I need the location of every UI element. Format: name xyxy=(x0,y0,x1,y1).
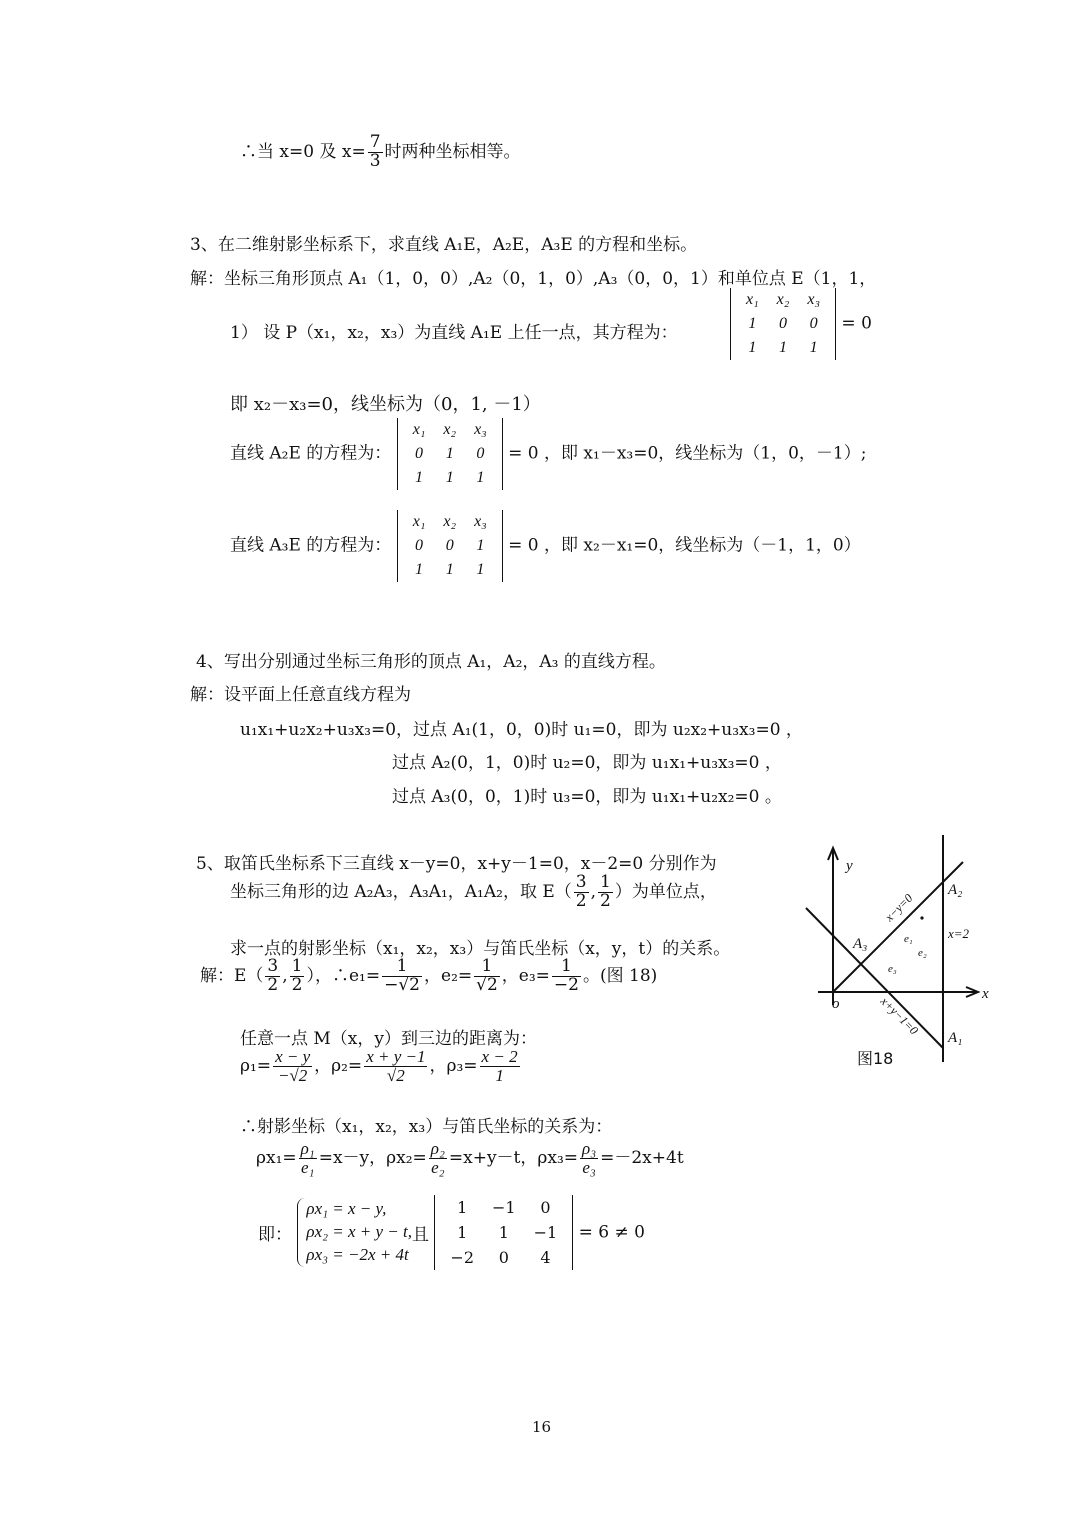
equation-system: ρx₁ = x − y, ρx₂ = x + y − t, ρx₃ = −2x + 4t xyxy=(297,1198,412,1267)
unit-point-e xyxy=(920,916,923,919)
figure-18-diagram xyxy=(798,830,1023,1065)
det-system-result: = 6 ≠ 0 xyxy=(578,1222,645,1243)
a2e-result: = 0 ，即 x₁－x₃=0，线坐标为（1，0，－1）; xyxy=(508,443,867,464)
label-a2: A₂ xyxy=(948,882,963,898)
fraction-e1: $\frac{3}{2}$ xyxy=(267,956,279,995)
label-o: o xyxy=(832,996,840,1012)
fraction-rho2: $\frac{x + y -1}{√2}$ xyxy=(366,1047,426,1085)
ji-label: 即： xyxy=(258,1225,292,1245)
figure-caption: 图18 xyxy=(857,1049,894,1068)
label-e3: e₃ xyxy=(888,963,897,975)
fraction-e2: $\frac{1}{2}$ xyxy=(291,956,303,995)
det-system-matrix: 1 −1 0 1 1 −1 −2 0 4 xyxy=(434,1195,573,1270)
fraction-seven-thirds: $\frac{7}{3}$ xyxy=(369,132,381,171)
label-x: x xyxy=(982,986,989,1002)
label-a1: A₁ xyxy=(948,1030,963,1046)
fraction-r3: $\frac{\text{ρ₃}}{\text{e₃}}$ xyxy=(582,1139,597,1177)
label-y: y xyxy=(846,858,853,874)
fraction-r2: $\frac{\text{ρ₂}}{\text{e₂}}$ xyxy=(430,1139,445,1177)
fraction-rho3: $\frac{x - 2}{1}$ xyxy=(481,1047,518,1085)
page-number: 16 xyxy=(532,1418,552,1436)
label-a3: A₃ xyxy=(853,936,868,952)
q5-relation-title: ∴射影坐标（x₁，x₂，x₃）与笛氏坐标的关系为： xyxy=(240,1117,613,1137)
fraction-e2-value: $\frac{1}{√2}$ xyxy=(476,956,498,995)
conclusion-prefix: ∴当 x=0 及 x= xyxy=(240,141,366,162)
a3e-block xyxy=(230,510,861,582)
q4-solution: 解：设平面上任意直线方程为 xyxy=(190,685,411,705)
label-line-a2a3: x−y=0 xyxy=(882,890,916,925)
q4-title: 4、写出分别通过坐标三角形的顶点 A₁，A₂，A₃ 的直线方程。 xyxy=(196,652,666,672)
q5-distances: ρ₁= $\frac{x - y}{-√2}$ ，ρ₂= $\frac{x + y -1}{√2}$ ，ρ₃= $\frac{x - 2}{1}$ xyxy=(240,1047,518,1085)
label-e1: e₁ xyxy=(904,933,913,945)
q5-line2: 坐标三角形的边 A₂A₃，A₃A₁，A₁A₂，取 E（ $\frac{3}{2}$ , $\frac{1}{2}$ ）为单位点， xyxy=(230,872,717,911)
label-e2: e₂ xyxy=(918,947,927,959)
q5-line3: 求一点的射影坐标（x₁，x₂，x₃）与笛氏坐标（x，y，t）的关系。 xyxy=(230,939,731,959)
a2e-block xyxy=(230,418,866,490)
q5-distance-title: 任意一点 M（x，y）到三边的距离为： xyxy=(240,1029,538,1049)
det-a2e-matrix: x₁ x₂ x₃ 0 1 0 1 1 1 xyxy=(397,418,503,490)
fraction-rho1: $\frac{x - y}{-√2}$ xyxy=(275,1047,311,1085)
conclusion-line xyxy=(240,134,521,171)
q5-relations: ρx₁= $\frac{\text{ρ₁}}{\text{e₁}}$ =x－y，ρx₂= $\frac{\text{ρ₂}}{\text{e₂}}$ =x+y－t，ρx₃= $\frac{\text{ρ₃}}{\text{e₃}}$ =－2x+4t xyxy=(256,1139,684,1177)
a2e-label: 直线 A₂E 的方程为： xyxy=(230,443,392,464)
a3e-result: = 0 ，即 x₂－x₁=0，线坐标为（－1，1，0） xyxy=(508,535,861,556)
fraction-e1-value: $\frac{1}{-√2}$ xyxy=(384,956,421,995)
a3e-label: 直线 A₃E 的方程为： xyxy=(230,535,392,556)
q3-solution-line2: 1） 设 P（x₁，x₂，x₃）为直线 A₁E 上任一点，其方程为： xyxy=(230,323,678,343)
q5-solution-e: 解：E（ $\frac{3}{2}$ , $\frac{1}{2}$ ），∴e₁= $\frac{1}{-√2}$ ，e₂= $\frac{1}{√2}$ ，e₃= $\frac{1}{-2}$ 。(图 18) xyxy=(200,956,658,995)
q5-system xyxy=(258,1195,645,1270)
fraction-r1: $\frac{\text{ρ₁}}{\text{e₁}}$ xyxy=(300,1139,315,1177)
fraction-three-halves: $\frac{3}{2}$ xyxy=(575,872,587,911)
q3-line-coord1: 即 x₂－x₃=0，线坐标为（0，1, －1） xyxy=(230,394,541,415)
q4-line2: 过点 A₂(0，1，0)时 u₂=0，即为 u₁x₁+u₃x₃=0 ， xyxy=(392,753,782,773)
label-line-a1a2: x=2 xyxy=(948,926,970,941)
det-a1e-matrix: x₁ x₂ x₃ 1 0 0 1 1 1 xyxy=(730,288,836,360)
det-a3e-matrix: x₁ x₂ x₃ 0 0 1 1 1 1 xyxy=(397,510,503,582)
det-a1e-equals: = 0 xyxy=(841,313,872,334)
determinant-a1e xyxy=(730,288,872,360)
fraction-one-half: $\frac{1}{2}$ xyxy=(600,872,611,911)
qie-label: 且 xyxy=(412,1225,430,1245)
q4-line1: u₁x₁+u₂x₂+u₃x₃=0，过点 A₁(1，0，0)时 u₁=0，即为 u₂x₂+u₃x₃=0 ， xyxy=(240,720,803,740)
figure-18 xyxy=(798,830,1023,1065)
line-x-plus-y-minus-1 xyxy=(806,908,943,1048)
q5-title: 5、取笛氏坐标系下三直线 x－y=0，x+y－1=0，x－2=0 分别作为 xyxy=(196,854,717,874)
q3-solution-line1: 解：坐标三角形顶点 A₁（1，0，0）,A₂（0，1，0）,A₃（0，0，1）和单位点 E（1，1， xyxy=(190,269,877,289)
label-line-a3a1: x+y−1=0 xyxy=(877,994,921,1038)
fraction-e3-value: $\frac{1}{-2}$ xyxy=(553,956,579,995)
q3-title: 3、在二维射影坐标系下，求直线 A₁E，A₂E，A₃E 的方程和坐标。 xyxy=(190,235,698,255)
conclusion-suffix: 时两种坐标相等。 xyxy=(384,141,521,162)
q4-line3: 过点 A₃(0，0，1)时 u₃=0，即为 u₁x₁+u₂x₂=0 。 xyxy=(392,787,782,807)
